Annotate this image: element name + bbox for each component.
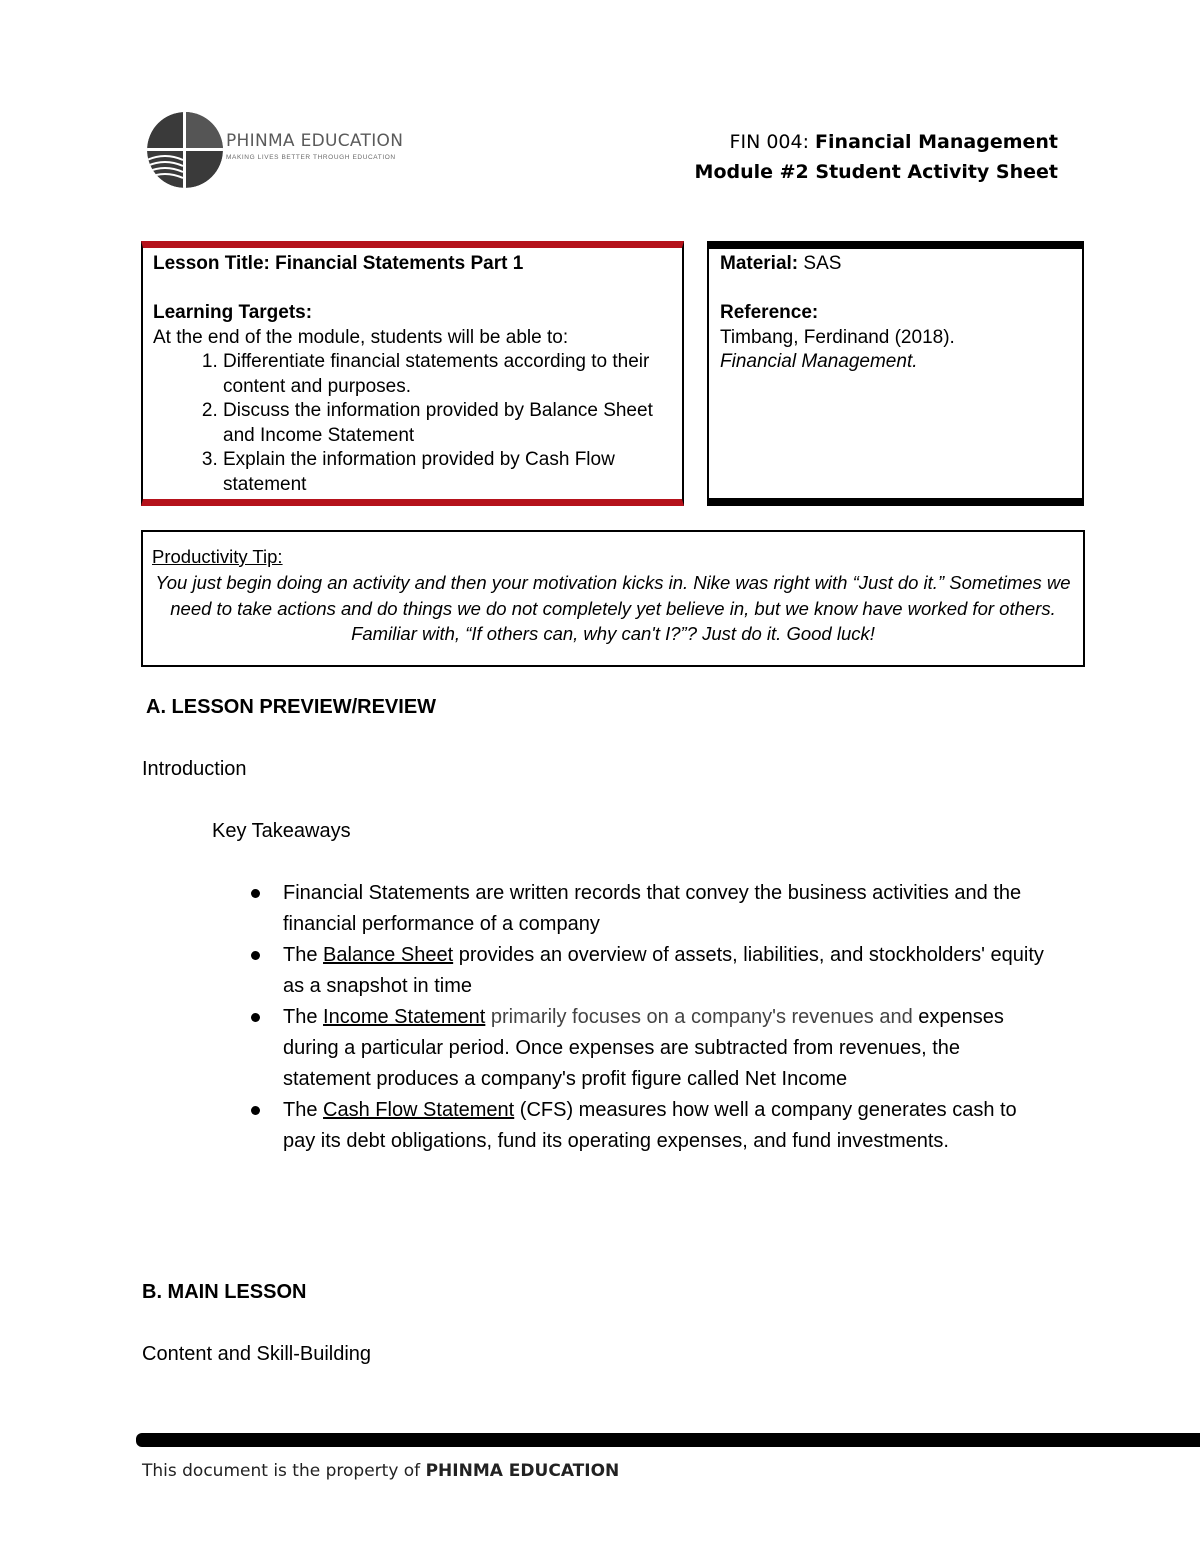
section-b-heading: B. MAIN LESSON bbox=[142, 1281, 307, 1303]
section-a-heading: A. LESSON PREVIEW/REVIEW bbox=[146, 696, 437, 718]
cash-flow-statement-link[interactable]: Cash Flow Statement bbox=[323, 1099, 515, 1121]
income-statement-link[interactable]: Income Statement bbox=[323, 1006, 486, 1028]
balance-sheet-link[interactable]: Balance Sheet bbox=[323, 944, 454, 966]
bullet-text: The bbox=[283, 944, 324, 966]
bullet-icon bbox=[251, 951, 260, 960]
footer-divider bbox=[136, 1433, 1200, 1447]
reference-author: Timbang, Ferdinand (2018). bbox=[720, 326, 955, 348]
reference-book: Financial Management. bbox=[720, 351, 918, 372]
bullet-text: The bbox=[283, 1099, 324, 1121]
bullet-text: expenses during a particular period. Once expenses are subtracted from revenues, the statement produces a company's profit figure called Net Income bbox=[283, 1006, 1004, 1090]
material-value: SAS bbox=[803, 253, 842, 274]
course-name: Financial Management bbox=[815, 131, 1058, 153]
key-takeaways-heading: Key Takeaways bbox=[212, 820, 351, 842]
productivity-tip-text: You just begin doing an activity and then your motivation kicks in. Nike was right with “Just do it.” Sometimes we need to take actions and do things we do not completely yet believe in, but we know have worked for others. Familiar with, “If others can, why can't I?”? Just do it. Good luck! bbox=[155, 572, 1071, 644]
material-content bbox=[720, 252, 1080, 375]
footer-brand: PHINMA EDUCATION bbox=[425, 1461, 620, 1481]
footer-statement: This document is the property of bbox=[142, 1461, 426, 1481]
course-title bbox=[730, 131, 1058, 153]
key-takeaways-list bbox=[248, 878, 1048, 1157]
learning-targets-list bbox=[153, 350, 678, 497]
bullet-icon bbox=[251, 1106, 260, 1115]
lesson-title: Lesson Title: Financial Statements Part 1 bbox=[153, 253, 524, 274]
bullet-text: Financial Statements are written records that convey the business activities and the financial performance of a company bbox=[283, 882, 1022, 935]
list-item bbox=[248, 1095, 1048, 1157]
bullet-text: primarily focuses on a company's revenues and bbox=[485, 1006, 913, 1028]
reference-label: Reference: bbox=[720, 302, 819, 323]
list-item bbox=[248, 1002, 1048, 1095]
lesson-content bbox=[153, 252, 678, 497]
learning-targets-label: Learning Targets: bbox=[153, 302, 313, 323]
content-skill-building-heading: Content and Skill-Building bbox=[142, 1343, 372, 1365]
learning-target: 2. Discuss the information provided by Balance Sheet and Income Statement bbox=[223, 399, 678, 448]
footer-text bbox=[142, 1461, 619, 1481]
list-item bbox=[248, 940, 1048, 1002]
bullet-text: The bbox=[283, 1006, 324, 1028]
learning-target: 1. Differentiate financial statements according to their content and purposes. bbox=[223, 350, 678, 399]
learning-targets-intro: At the end of the module, students will be able to: bbox=[153, 326, 569, 348]
material-label: Material: bbox=[720, 253, 799, 274]
bullet-icon bbox=[251, 1013, 260, 1022]
course-code: FIN 004: bbox=[729, 131, 809, 153]
introduction-heading: Introduction bbox=[142, 758, 247, 780]
bullet-text: (CFS) measures how well a company generates cash to pay its debt obligations, fund its operating expenses, and fund investments. bbox=[283, 1099, 1017, 1152]
bullet-text: provides an overview of assets, liabilities, and stockholders' equity as a snapshot in time bbox=[283, 944, 1044, 997]
bullet-icon bbox=[251, 889, 260, 898]
logo-tagline: MAKING LIVES BETTER THROUGH EDUCATION bbox=[226, 154, 396, 161]
logo-name: PHINMA EDUCATION bbox=[226, 131, 404, 151]
list-item bbox=[248, 878, 1048, 940]
module-title: Module #2 Student Activity Sheet bbox=[694, 161, 1058, 183]
learning-target: 3. Explain the information provided by Cash Flow statement bbox=[223, 448, 678, 497]
productivity-tip-label: Productivity Tip: bbox=[152, 546, 283, 567]
